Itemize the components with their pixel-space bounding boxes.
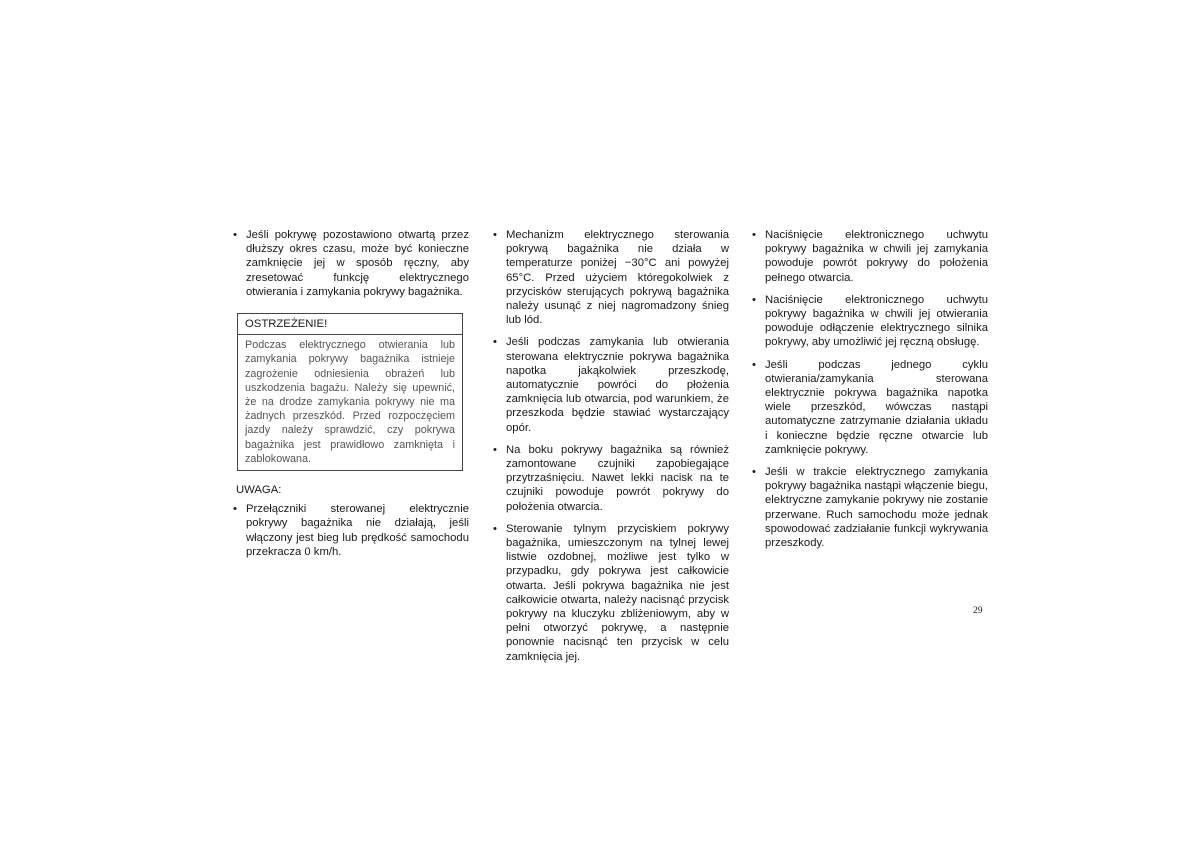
- list-item: • Naciśnięcie elektronicznego uchwytu pokrywy bagażnika w chwili jej zamykania powoduje powrót pokrywy do położenia pełnego otwarcia.: [752, 228, 988, 285]
- list-item: • Sterowanie tylnym przyciskiem pokrywy bagażnika, umieszczonym na tylnej lewej listwie ozdobnej, możliwe jest tylko w przypadku, gdy pokrywa jest całkowicie otwarta. Jeśli pokrywa bagażnika nie jest całkowicie otwarta, należy nacisnąć przycisk pokrywy na kluczyku zbliżeniowym, aby w pełni otworzyć pokrywę, a następnie ponownie nacisnąć ten przycisk w celu zamknięcia jej.: [493, 522, 729, 664]
- column-left: [233, 228, 469, 567]
- list-item: • Na boku pokrywy bagażnika są również zamontowane czujniki zapobiegające przytrzaśnięciu. Nawet lekki nacisk na te czujniki powoduje powrót pokrywy do położenia otwarcia.: [493, 443, 729, 514]
- list-item: • Mechanizm elektrycznego sterowania pokrywą bagażnika nie działa w temperaturze poniżej −30°C ani powyżej 65°C. Przed użyciem któregokolwiek z przycisków sterujących pokrywą bagażnika należy usunąć z niej nagromadzony śnieg lub lód.: [493, 228, 729, 327]
- note-heading: UWAGA:: [236, 484, 282, 497]
- bullet-list: [493, 228, 729, 664]
- warning-title: OSTRZEŻENIE!: [238, 314, 462, 335]
- column-middle: [493, 228, 729, 672]
- bullet-list: [752, 228, 988, 550]
- list-item: • Jeśli podczas jednego cyklu otwierania/zamykania sterowana elektrycznie pokrywa bagażnika napotka wiele przeszkód, wówczas nastąpi automatyczne zatrzymanie działania układu i konieczne będzie ręczne otwarcie lub zamknięcie pokrywy.: [752, 358, 988, 457]
- list-item: • Przełączniki sterowanej elektrycznie pokrywy bagażnika nie działają, jeśli włączony jest bieg lub prędkość samochodu przekracza 0 km/h.: [233, 502, 469, 559]
- warning-body: Podczas elektrycznego otwierania lub zamykania pokrywy bagażnika istnieje zagrożenie odniesienia obrażeń lub uszkodzenia bagażu. Należy się upewnić, że na drodze zamykania pokrywy nie ma żadnych przeszkód. Przed rozpoczęciem jazdy należy sprawdzić, czy pokrywa bagażnika jest prawidłowo zamknięta i zablokowana.: [245, 339, 455, 465]
- warning-box: [237, 313, 463, 471]
- list-item: • Naciśnięcie elektronicznego uchwytu pokrywy bagażnika w chwili jej otwierania powoduje odłączenie elektrycznego silnika pokrywy, aby umożliwić jej ręczną obsługę.: [752, 293, 988, 350]
- list-item: • Jeśli w trakcie elektrycznego zamykania pokrywy bagażnika nastąpi włączenie biegu, elektryczne zamykanie pokrywy nie zostanie przerwane. Ruch samochodu może jednak spowodować zadziałanie funkcji wykrywania przeszkody.: [752, 465, 988, 550]
- list-item: • Jeśli podczas zamykania lub otwierania sterowana elektrycznie pokrywa bagażnika napotka jakąkolwiek przeszkodę, automatycznie powróci do płożenia zamknięcia lub otwarcia, pod warunkiem, że przeszkoda będzie stawiać wystarczający opór.: [493, 335, 729, 434]
- page-number: 29: [973, 606, 983, 616]
- bullet-list: [233, 228, 469, 299]
- note-bullet-list: [233, 502, 469, 559]
- list-item: • Jeśli pokrywę pozostawiono otwartą przez dłuższy okres czasu, może być konieczne zamknięcie jej w sposób ręczny, aby zresetować funkcję elektrycznego otwierania i zamykania pokrywy bagażnika.: [233, 228, 469, 299]
- column-right: [752, 228, 988, 558]
